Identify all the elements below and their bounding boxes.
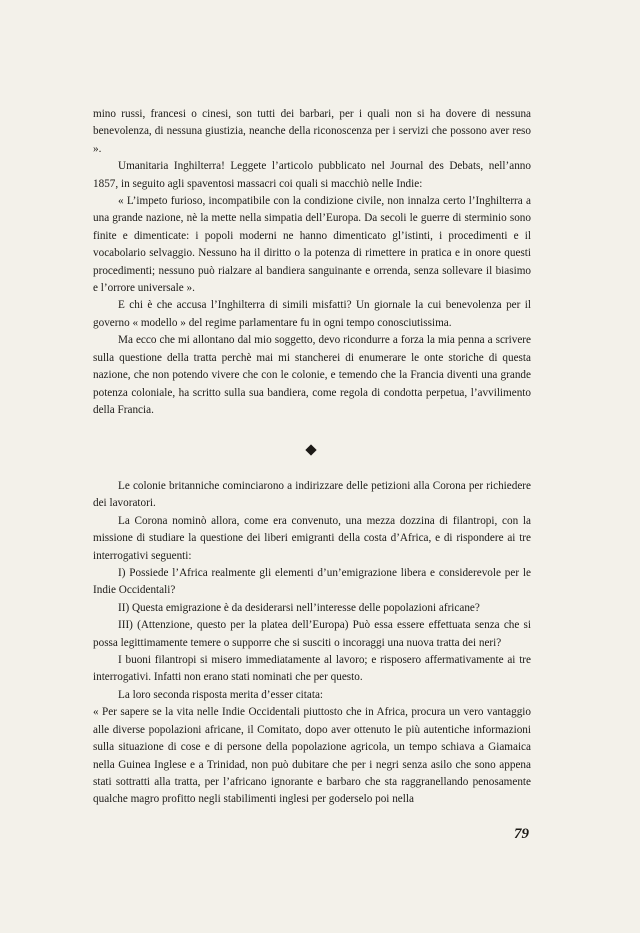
page-number: 79: [514, 826, 529, 842]
paragraph: Le colonie britanniche cominciarono a indirizzare delle petizioni alla Corona per richiedere dei lavoratori.: [93, 480, 531, 510]
text-block-bottom: [93, 478, 531, 809]
paragraph: La Corona nominò allora, come era convenuto, una mezza dozzina di filantropi, con la missione di studiare la questione dei liberi emigranti della costa d’Africa, e di rispondere ai tre interrogativi seguenti:: [93, 514, 531, 562]
paragraph: mino russi, francesi o cinesi, son tutti dei barbari, per i quali non si ha dovere di nessuna benevolenza, di nessuna giustizia, neanche della riconoscenza per i servizi che possono aver reso ».: [93, 108, 531, 155]
paragraph: I buoni filantropi si misero immediatamente al lavoro; e risposero affermativamente ai tre interrogativi. Infatti non erano stati nominati che per questo.: [93, 654, 531, 684]
question-item: III) (Attenzione, questo per la platea dell’Europa) Può essa essere effettuata senza che si possa legittimamente temere o supporre che si susciti o incoraggi una nuova tratta dei neri?: [93, 619, 531, 649]
paragraph: E chi è che accusa l’Inghilterra di simili misfatti? Un giornale la cui benevolenza per il governo « modello » del regime parlamentare fu in ogni tempo conosciutissima.: [93, 299, 531, 329]
quote-paragraph: « Per sapere se la vita nelle Indie Occidentali piuttosto che in Africa, procura un vero vantaggio alle diverse popolazioni africane, il Comitato, dopo aver ottenuto le più autentiche informazioni sulla situazione di cose e di persone della popolazione agricola, un tempo schiava a Giamaica nella Guinea Inglese e a Trinidad, non può dubitare che per i negri senza asilo che sono appena stati sottratti alla tratta, per l’africano ignorante e barbaro che sta raggranellando penosamente qualche magro profitto negli stabilimenti inglesi per goderselo poi nella: [93, 706, 531, 806]
question-item: I) Possiede l’Africa realmente gli elementi d’un’emigrazione libera e considerevole per le Indie Occidentali?: [93, 567, 531, 597]
quote-paragraph: « L’impeto furioso, incompatibile con la condizione civile, non innalza certo l’Inghilterra a una grande nazione, nè la mette nella simpatia dell’Europa. Da secoli le guerre di sterminio sono finite e dimenticate: i popoli moderni ne hanno dimenticato gl’istinti, i procedimenti e il vocabolario selvaggio. Nessuno ha il diritto o la potenza di rimettere in pratica e in onore questi procedimenti; nessuno può rialzare al bandiera sanguinante e orrenda, senza sollevare il biasimo e l’orrore universale ».: [93, 195, 531, 295]
paragraph: Umanitaria Inghilterra! Leggete l’articolo pubblicato nel Journal des Debats, nell’anno 1857, in seguito agli spaventosi massacri coi quali si macchiò nelle Indie:: [93, 160, 531, 190]
text-block-top: [93, 106, 531, 419]
paragraph: La loro seconda risposta merita d’esser citata:: [118, 688, 324, 701]
paragraph: Ma ecco che mi allontano dal mio soggetto, devo ricondurre a forza la mia penna a scrivere sulla questione della tratta perchè mai mi stancherei di enumerare le onte storiche di questa nazione, che non potendo vivere che con le colonie, e temendo che la Francia diventi una grande potenza coloniale, ha scritto sulla sua bandiera, come regola di condotta perpetua, l’avvilimento della Francia.: [93, 334, 531, 416]
section-divider-diamond: [305, 444, 316, 455]
question-item: II) Questa emigrazione è da desiderarsi nell’interesse delle popolazioni africane?: [118, 601, 480, 614]
